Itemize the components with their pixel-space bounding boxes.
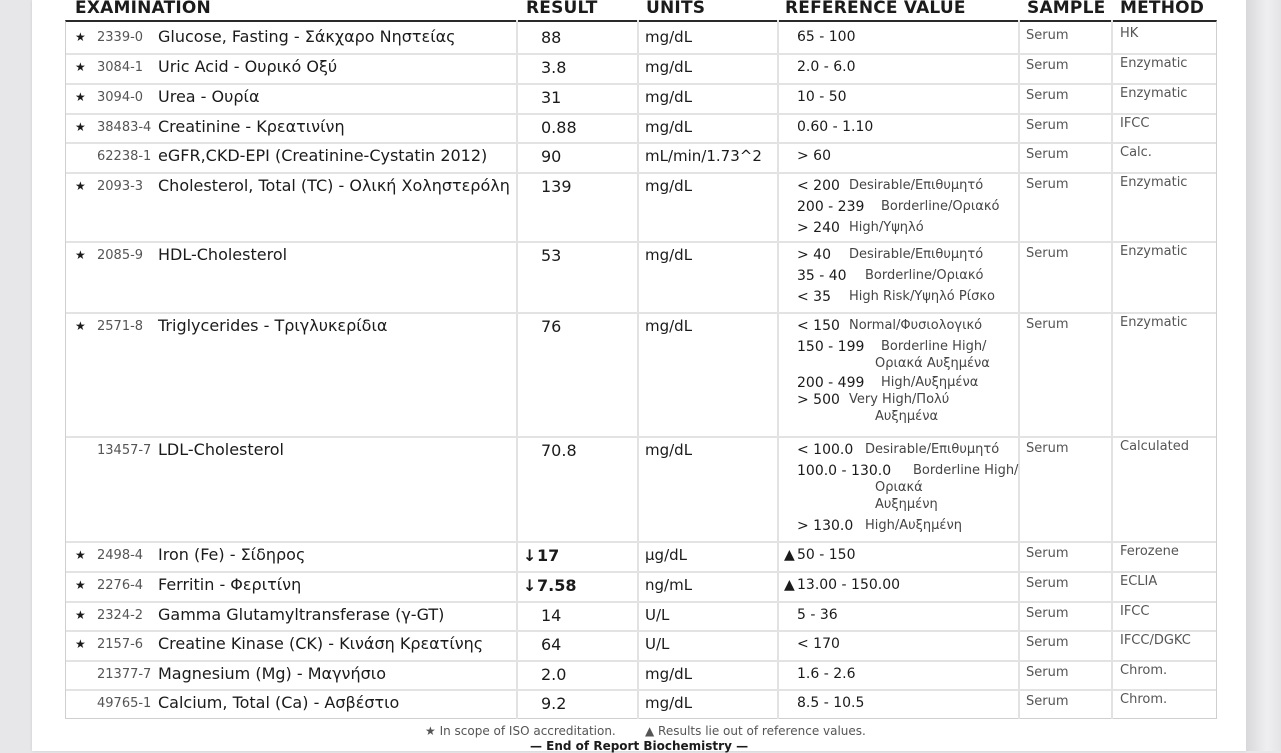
loinc-code: 2339-0 [97, 30, 144, 45]
reference-range: 65 - 100 [797, 29, 856, 45]
result-value: 90 [541, 147, 562, 166]
examination-name: LDL-Cholesterol [158, 440, 284, 459]
examination-name: Uric Acid - Ουρικό Οξύ [158, 57, 338, 76]
examination-name: Calcium, Total (Ca) - Ασβέστιο [158, 693, 400, 712]
examination-name: Ferritin - Φεριτίνη [158, 575, 302, 594]
sample-type: Serum [1026, 665, 1069, 680]
header-method: METHOD [1120, 0, 1205, 18]
loinc-code: 49765-1 [97, 696, 152, 711]
method: Enzymatic [1120, 315, 1188, 330]
accreditation-star-icon: ★ [75, 637, 86, 651]
low-flag-icon: ↓ [523, 546, 537, 565]
accreditation-star-icon: ★ [75, 90, 86, 104]
reference-range: 5 - 36 [797, 607, 838, 623]
reference-range: > 60 [797, 148, 831, 164]
loinc-code: 21377-7 [97, 667, 152, 682]
units: mg/dL [645, 441, 693, 459]
method: Enzymatic [1120, 86, 1188, 101]
reference-range: < 35 [797, 289, 831, 305]
row-separator [66, 113, 1216, 115]
row-separator [66, 601, 1216, 603]
examination-name: eGFR,CKD-EPI (Creatinine-Cystatin 2012) [158, 146, 488, 165]
loinc-code: 2085-9 [97, 248, 144, 263]
header-units: UNITS [646, 0, 706, 18]
header-result: RESULT [526, 0, 598, 18]
reference-note: Borderline/Οριακό [865, 268, 984, 283]
row-separator [66, 241, 1216, 243]
sample-type: Serum [1026, 147, 1069, 162]
sample-type: Serum [1026, 635, 1069, 650]
reference-note: Desirable/Επιθυμητό [849, 247, 984, 262]
units: mL/min/1.73^2 [645, 147, 762, 165]
accreditation-star-icon: ★ [75, 319, 86, 333]
reference-range: 100.0 - 130.0 [797, 463, 892, 479]
result-value: 14 [541, 606, 562, 625]
units: mg/dL [645, 317, 693, 335]
row-separator [66, 83, 1216, 85]
reference-range: < 200 [797, 178, 840, 194]
column-divider [1111, 20, 1113, 719]
out-of-range-warning-icon: ▲ [784, 547, 795, 563]
column-divider [1018, 20, 1020, 719]
page-edge [1246, 0, 1281, 751]
examination-name: Glucose, Fasting - Σάκχαρο Νηστείας [158, 27, 456, 46]
reference-range: 13.00 - 150.00 [797, 577, 901, 593]
examination-name: Triglycerides - Τριγλυκερίδια [158, 316, 388, 335]
reference-note: Αυξημένη [875, 497, 938, 512]
reference-note: High/Αυξημένα [881, 375, 979, 390]
column-divider [516, 20, 518, 719]
units: μg/dL [645, 546, 687, 564]
method: IFCC [1120, 116, 1150, 131]
sample-type: Serum [1026, 606, 1069, 621]
row-separator [66, 172, 1216, 174]
reference-range: 200 - 239 [797, 199, 865, 215]
units: ng/mL [645, 576, 693, 594]
result-value: 76 [541, 317, 562, 336]
method: Enzymatic [1120, 56, 1188, 71]
examination-name: HDL-Cholesterol [158, 245, 288, 264]
column-divider [777, 20, 779, 719]
units: mg/dL [645, 177, 693, 195]
result-value: 2.0 [541, 665, 567, 684]
header-reference-value: REFERENCE VALUE [785, 0, 966, 18]
row-separator [66, 660, 1216, 662]
sample-type: Serum [1026, 576, 1069, 591]
units: mg/dL [645, 665, 693, 683]
method: Enzymatic [1120, 175, 1188, 190]
accreditation-star-icon: ★ [75, 179, 86, 193]
accreditation-star-icon: ★ [75, 248, 86, 262]
reference-note: Borderline High/ [913, 463, 1019, 478]
reference-note: Normal/Φυσιολογικό [849, 318, 983, 333]
result-value: 53 [541, 246, 562, 265]
loinc-code: 62238-1 [97, 149, 152, 164]
row-separator [66, 142, 1216, 144]
reference-range: < 170 [797, 636, 840, 652]
reference-note: Αυξημένα [875, 409, 939, 424]
sample-type: Serum [1026, 317, 1069, 332]
row-separator [66, 312, 1216, 314]
reference-range: < 150 [797, 318, 840, 334]
column-divider [637, 20, 639, 719]
examination-name: Gamma Glutamyltransferase (γ-GT) [158, 605, 445, 624]
accreditation-star-icon: ★ [75, 548, 86, 562]
sample-type: Serum [1026, 694, 1069, 709]
method: Calc. [1120, 145, 1152, 160]
reference-range: 10 - 50 [797, 89, 847, 105]
accreditation-star-icon: ★ [75, 60, 86, 74]
reference-note: High/Υψηλό [849, 220, 924, 235]
units: mg/dL [645, 694, 693, 712]
examination-name: Iron (Fe) - Σίδηρος [158, 545, 306, 564]
result-value: 70.8 [541, 441, 577, 460]
loinc-code: 3094-0 [97, 90, 144, 105]
reference-note: Οριακά Αυξημένα [875, 356, 990, 371]
reference-note: Very High/Πολύ [849, 392, 950, 407]
result-value: 139 [541, 177, 572, 196]
reference-note: Borderline High/ [881, 339, 987, 354]
reference-range: 0.60 - 1.10 [797, 119, 874, 135]
sample-type: Serum [1026, 118, 1069, 133]
sample-type: Serum [1026, 441, 1069, 456]
header-examination: EXAMINATION [75, 0, 211, 18]
reference-range: 50 - 150 [797, 547, 856, 563]
method: Enzymatic [1120, 244, 1188, 259]
units: mg/dL [645, 58, 693, 76]
row-separator [66, 571, 1216, 573]
reference-range: < 100.0 [797, 442, 854, 458]
loinc-code: 2276-4 [97, 578, 144, 593]
method: Calculated [1120, 439, 1189, 454]
sample-type: Serum [1026, 58, 1069, 73]
method: IFCC/DGKC [1120, 633, 1191, 648]
method: Chrom. [1120, 663, 1168, 678]
accreditation-star-icon: ★ [75, 120, 86, 134]
reference-note: High Risk/Υψηλό Ρίσκο [849, 289, 995, 304]
reference-range: 200 - 499 [797, 375, 865, 391]
sample-type: Serum [1026, 28, 1069, 43]
reference-range: 150 - 199 [797, 339, 865, 355]
low-flag-icon: ↓ [523, 576, 537, 595]
examination-name: Magnesium (Mg) - Μαγνήσιο [158, 664, 386, 683]
reference-note: Borderline/Οριακό [881, 199, 1000, 214]
row-separator [66, 689, 1216, 691]
loinc-code: 2157-6 [97, 637, 144, 652]
result-value: 0.88 [541, 118, 577, 137]
reference-range: 2.0 - 6.0 [797, 59, 856, 75]
reference-note: Desirable/Επιθυμητό [865, 442, 1000, 457]
examination-name: Cholesterol, Total (TC) - Ολική Χοληστερόλη [158, 176, 510, 195]
method: HK [1120, 26, 1139, 41]
loinc-code: 3084-1 [97, 60, 144, 75]
result-value: 88 [541, 28, 562, 47]
method: Ferozene [1120, 544, 1179, 559]
examination-name: Creatinine - Κρεατινίνη [158, 117, 345, 136]
loinc-code: 2571-8 [97, 319, 144, 334]
reference-range: > 40 [797, 247, 831, 263]
sample-type: Serum [1026, 88, 1069, 103]
units: mg/dL [645, 28, 693, 46]
loinc-code: 2324-2 [97, 608, 144, 623]
result-value: 9.2 [541, 694, 567, 713]
header-sample: SAMPLE [1027, 0, 1106, 18]
end-of-report: — End of Report Biochemistry — [530, 739, 749, 753]
result-value: 64 [541, 635, 562, 654]
accreditation-star-icon: ★ [75, 30, 86, 44]
loinc-code: 2093-3 [97, 179, 144, 194]
sample-type: Serum [1026, 177, 1069, 192]
examination-name: Creatine Kinase (CK) - Κινάση Κρεατίνης [158, 634, 484, 653]
row-separator [66, 630, 1216, 632]
result-value: 3.8 [541, 58, 567, 77]
loinc-code: 2498-4 [97, 548, 144, 563]
reference-range: 35 - 40 [797, 268, 847, 284]
method: IFCC [1120, 604, 1150, 619]
reference-note: Desirable/Επιθυμητό [849, 178, 984, 193]
sample-type: Serum [1026, 546, 1069, 561]
reference-range: > 240 [797, 220, 840, 236]
result-value: 17 [537, 546, 560, 565]
loinc-code: 13457-7 [97, 443, 152, 458]
reference-note: Οριακά [875, 480, 923, 495]
row-separator [66, 436, 1216, 438]
units: mg/dL [645, 88, 693, 106]
units: mg/dL [645, 118, 693, 136]
reference-range: 1.6 - 2.6 [797, 666, 856, 682]
accreditation-star-icon: ★ [75, 608, 86, 622]
loinc-code: 38483-4 [97, 120, 152, 135]
units: U/L [645, 606, 670, 624]
units: U/L [645, 635, 670, 653]
out-of-range-note: ▲ Results lie out of reference values. [645, 724, 866, 738]
iso-accreditation-note: ★ In scope of ISO accreditation. [425, 724, 616, 738]
units: mg/dL [645, 246, 693, 264]
result-value: 31 [541, 88, 562, 107]
method: Chrom. [1120, 692, 1168, 707]
examination-name: Urea - Ουρία [158, 87, 260, 106]
reference-range: > 130.0 [797, 518, 854, 534]
row-separator [66, 541, 1216, 543]
result-value: 7.58 [537, 576, 577, 595]
reference-note: High/Αυξημένη [865, 518, 962, 533]
out-of-range-warning-icon: ▲ [784, 577, 795, 593]
sample-type: Serum [1026, 246, 1069, 261]
method: ECLIA [1120, 574, 1158, 589]
row-separator [66, 53, 1216, 55]
reference-range: 8.5 - 10.5 [797, 695, 865, 711]
reference-range: > 500 [797, 392, 840, 408]
accreditation-star-icon: ★ [75, 578, 86, 592]
